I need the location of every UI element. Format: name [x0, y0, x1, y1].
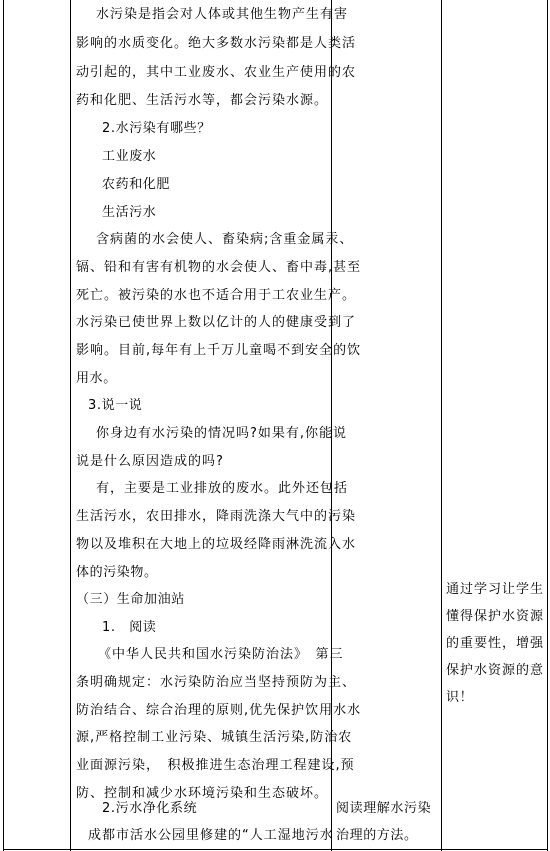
paragraph-line: 死亡。被污染的水也不适合用于工农业生产。	[76, 288, 357, 303]
list-item: 工业废水	[102, 149, 157, 164]
section-heading: 1. 阅读	[102, 620, 157, 635]
table-divider-3	[441, 0, 442, 851]
paragraph-line: 生活污水，农田排水，降雨洗涤大气中的污染	[76, 509, 357, 524]
paragraph-line: 药和化肥、生活污水等，都会污染水源。	[76, 93, 329, 108]
paragraph-line: 物以及堆积在大地上的垃圾经降雨淋洗流入水	[76, 537, 357, 552]
paragraph-line: 防治结合、综合治理的原则,优先保护饮用水水	[76, 703, 362, 718]
table-border-bottom	[3, 849, 548, 850]
section-heading: 2.污水净化系统	[102, 801, 198, 816]
paragraph-line: 影响。目前,每年有上千万儿童喝不到安全的饮	[76, 343, 362, 358]
section-heading: 3.说一说	[88, 398, 143, 413]
paragraph-line: 成都市活水公园里修建的“人工湿地污水	[88, 828, 334, 843]
section-heading: （三）生命加油站	[76, 592, 185, 607]
paragraph-line: 影响的水质变化。绝大多数水污染都是人类活	[76, 36, 357, 51]
list-item: 生活污水	[102, 205, 157, 220]
paragraph-line: 防、控制和减少水环境污染和生态破坏。	[76, 786, 329, 801]
paragraph-line: 《中华人民共和国水污染防治法》 第三	[98, 647, 344, 662]
paragraph-line: 水污染已使世界上数以亿计的人的健康受到了	[76, 315, 357, 330]
paragraph-line: 源,严格控制工业污染、城镇生活污染,防治农	[76, 730, 353, 745]
paragraph-line: 含病菌的水会使人、畜染病;含重金属汞、	[96, 232, 354, 247]
intent-line: 保护水资源的意	[446, 663, 545, 678]
table-divider-1	[70, 0, 71, 851]
activity-line: 阅读理解水污染	[336, 801, 432, 816]
paragraph-line: 业面源污染， 积极推进生态治理工程建设,预	[76, 758, 355, 773]
paragraph-line: 有，主要是工业排放的废水。此外还包括	[96, 481, 349, 496]
paragraph-line: 水污染是指会对人体或其他生物产生有害	[96, 7, 349, 22]
intent-line: 通过学习让学生	[446, 582, 545, 597]
paragraph-line: 说是什么原因造成的吗?	[76, 454, 224, 469]
table-border-right	[547, 0, 548, 851]
intent-line: 识！	[446, 690, 474, 705]
intent-line: 懂得保护水资源	[446, 609, 545, 624]
paragraph-line: 你身边有水污染的情况吗?如果有,你能说	[96, 426, 348, 441]
table-border-left	[3, 0, 4, 851]
paragraph-line: 用水。	[76, 371, 117, 386]
intent-line: 的重要性，增强	[446, 636, 545, 651]
list-item: 农药和化肥	[102, 177, 171, 192]
paragraph-line: 动引起的，其中工业废水、农业生产使用的农	[76, 65, 357, 80]
section-heading: 2.水污染有哪些？	[102, 121, 211, 136]
paragraph-line: 条明确规定：水污染防治应当坚持预防为主、	[76, 675, 357, 690]
paragraph-line: 体的污染物。	[76, 565, 158, 580]
paragraph-line: 镉、铅和有害有机物的水会使人、畜中毒,甚至	[76, 260, 362, 275]
activity-line: 治理的方法。	[336, 828, 418, 843]
